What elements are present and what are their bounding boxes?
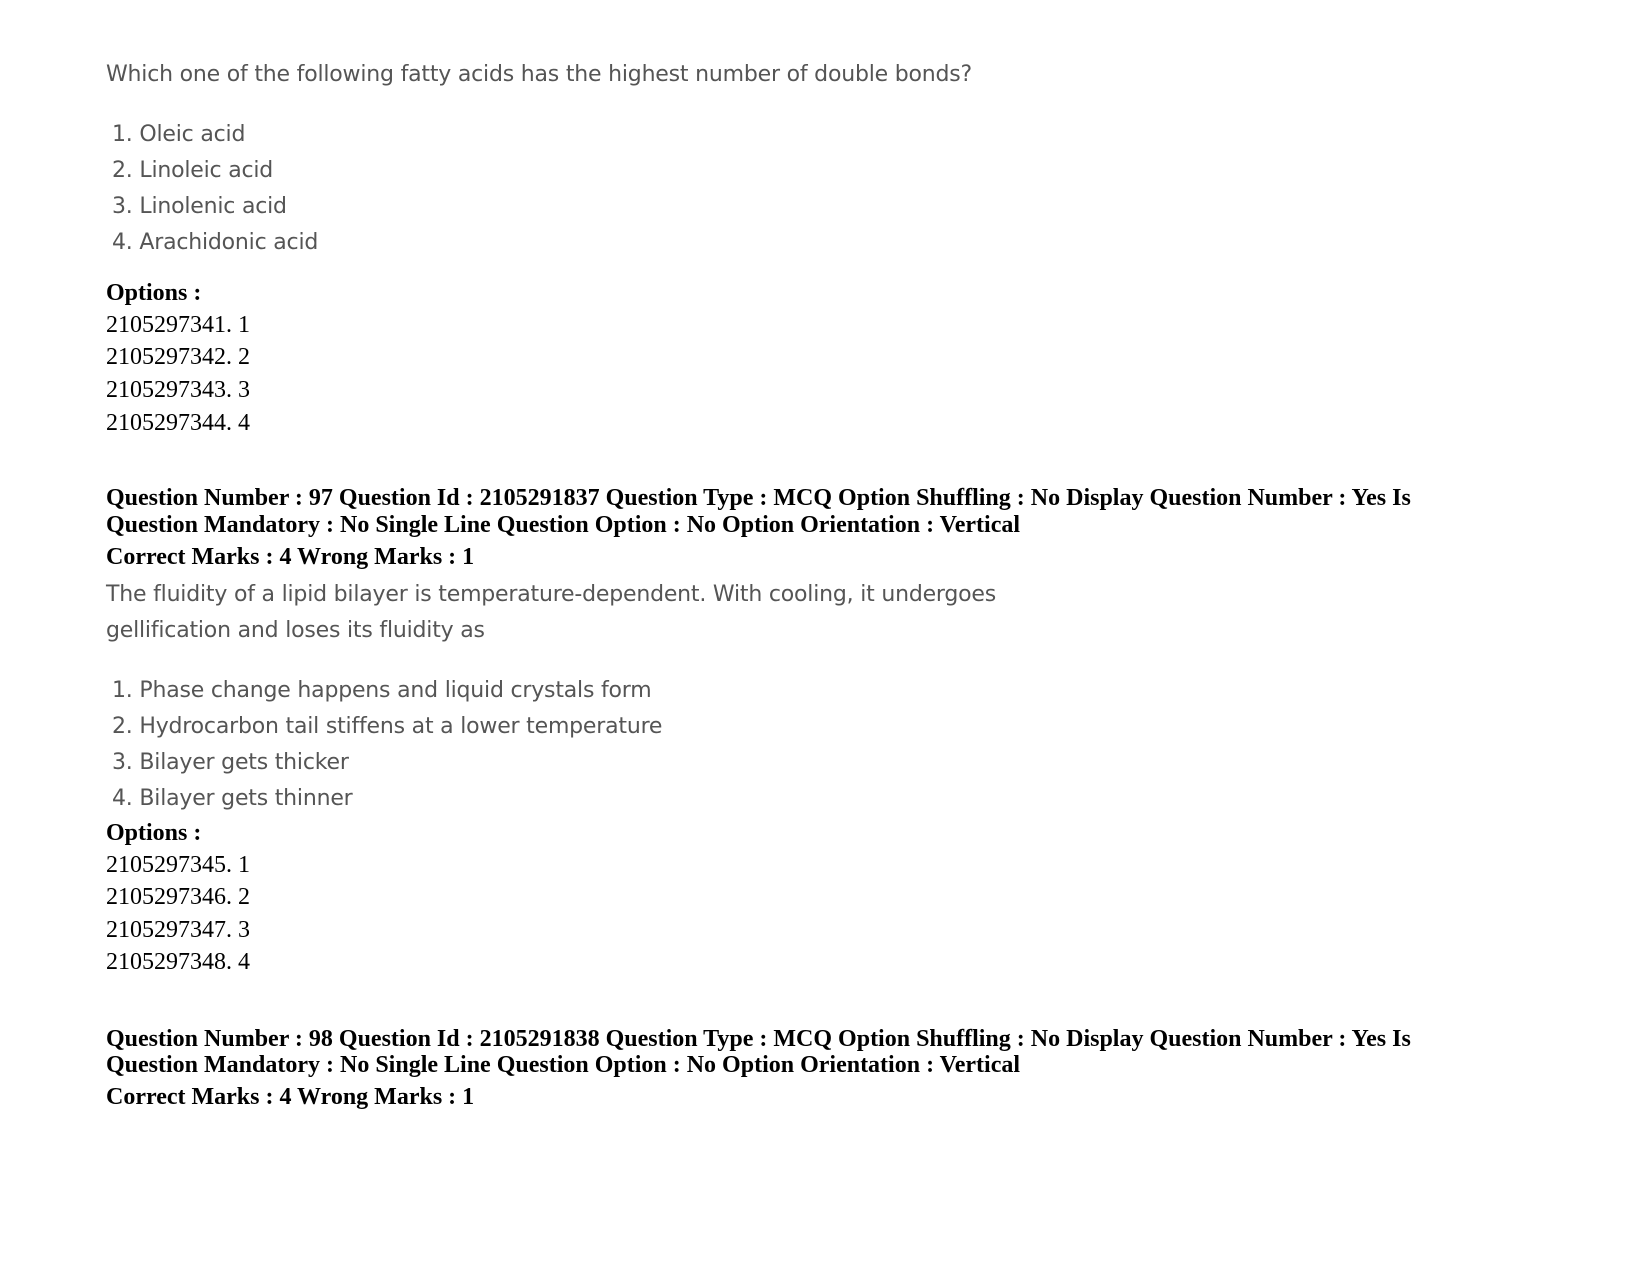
question-header-line1: Question Number : 98 Question Id : 2105291838 Question Type : MCQ Option Shuffling : No Display Question Number : Yes Is bbox=[106, 1026, 1411, 1052]
question-item: 2. Hydrocarbon tail stiffens at a lower temperature bbox=[112, 714, 663, 739]
question-header-line2: Question Mandatory : No Single Line Question Option : No Option Orientation : Vertical bbox=[106, 1052, 1021, 1078]
question-marks: Correct Marks : 4 Wrong Marks : 1 bbox=[106, 1084, 475, 1110]
options-label: Options : bbox=[106, 280, 202, 306]
question-item: 2. Linoleic acid bbox=[112, 158, 274, 183]
option-line: 2105297341. 1 bbox=[106, 312, 250, 338]
option-line: 2105297344. 4 bbox=[106, 410, 250, 436]
question-item: 1. Oleic acid bbox=[112, 122, 246, 147]
question-item: 4. Arachidonic acid bbox=[112, 230, 319, 255]
question-marks: Correct Marks : 4 Wrong Marks : 1 bbox=[106, 544, 475, 570]
question-item: 4. Bilayer gets thinner bbox=[112, 786, 353, 811]
question-item: 3. Bilayer gets thicker bbox=[112, 750, 349, 775]
question-item: 1. Phase change happens and liquid crystals form bbox=[112, 678, 652, 703]
option-line: 2105297343. 3 bbox=[106, 377, 250, 403]
option-line: 2105297342. 2 bbox=[106, 344, 250, 370]
question-stem: Which one of the following fatty acids has the highest number of double bonds? bbox=[106, 62, 973, 87]
question-item: 3. Linolenic acid bbox=[112, 194, 287, 219]
question-stem-line2: gellification and loses its fluidity as bbox=[106, 618, 485, 643]
options-label: Options : bbox=[106, 820, 202, 846]
question-header-line1: Question Number : 97 Question Id : 2105291837 Question Type : MCQ Option Shuffling : No Display Question Number : Yes Is bbox=[106, 485, 1411, 511]
option-line: 2105297347. 3 bbox=[106, 917, 250, 943]
option-line: 2105297348. 4 bbox=[106, 949, 250, 975]
option-line: 2105297345. 1 bbox=[106, 852, 250, 878]
question-header-line2: Question Mandatory : No Single Line Question Option : No Option Orientation : Vertical bbox=[106, 512, 1021, 538]
option-line: 2105297346. 2 bbox=[106, 884, 250, 910]
question-stem-line1: The fluidity of a lipid bilayer is temperature-dependent. With cooling, it undergoes bbox=[106, 582, 997, 607]
